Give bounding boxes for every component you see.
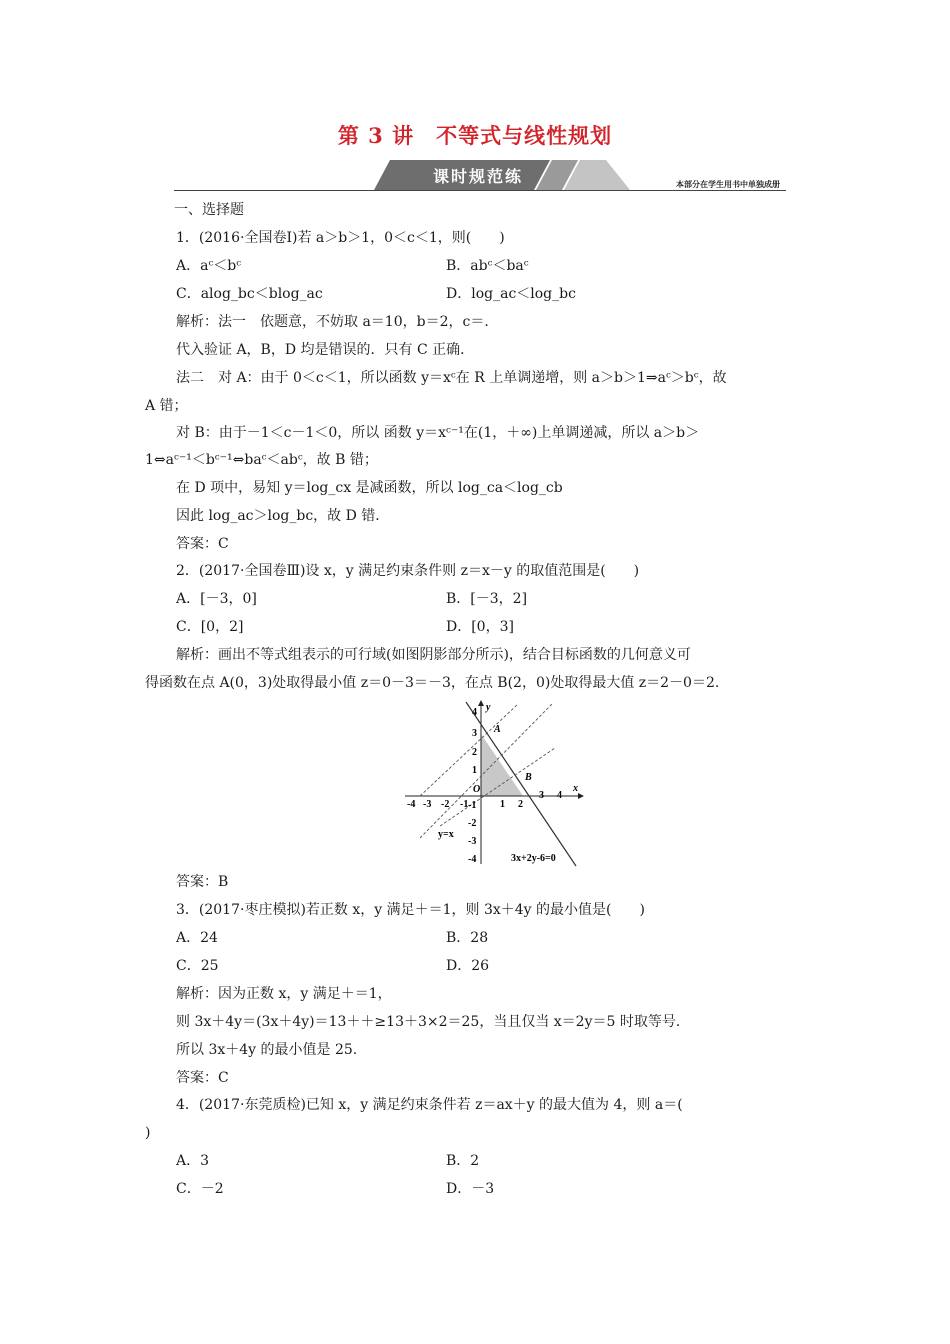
origin-label: O [473,784,481,795]
x-axis-label: x [573,783,578,794]
q2-solution-line: 解析：画出不等式组表示的可行域(如图阴影部分所示)，结合目标函数的几何意义可 [176,647,691,663]
x-tick-label: -4 [407,799,416,810]
q1-option-d: D．log_ac＜log_bc [446,286,576,302]
q2-solution-line: 得函数在点 A(0，3)处取得最小值 z＝0－3＝－3，在点 B(2，0)处取得最大值 z＝2－0＝2. [145,675,720,691]
q3-answer: 答案：C [176,1070,229,1086]
point-a-label: A [494,724,501,735]
y-tick-label: 4 [472,707,477,718]
q4-option-d: D．－3 [446,1181,495,1197]
q1-option-a: A．aᶜ＜bᶜ [176,258,242,274]
q1-solution-line: 对 B：由于－1＜c－1＜0，所以 函数 y＝xᶜ⁻¹在(1，＋∞)上单调递减，所以 a＞b＞ [176,425,700,441]
x-tick-label: -3 [423,799,432,810]
q1-solution-line: A 错； [145,398,188,414]
q4-option-a: A．3 [176,1153,210,1169]
q2-stem: 2．(2017·全国卷Ⅲ)设 x，y 满足约束条件则 z＝x－y 的取值范围是( ) [176,563,640,579]
y-tick-label: 1 [472,765,477,776]
x-tick-label: 1 [500,799,505,810]
header-rule [174,190,786,191]
q4-stem-continued: ) [145,1125,151,1141]
x-tick-label: -2 [441,799,450,810]
q4-option-b: B．2 [446,1153,480,1169]
q3-option-a: A．24 [176,930,218,946]
section-heading: 一、选择题 [174,202,244,218]
y-tick-label: 3 [472,728,477,739]
q1-option-b: B．abᶜ＜baᶜ [446,258,529,274]
q2-option-a: A．[－3，0] [176,591,257,607]
x-tick-label: 2 [518,799,523,810]
x-tick-label: 4 [557,790,562,801]
q2-option-b: B．[－3，2] [446,591,528,607]
q1-solution-line: 1⇔aᶜ⁻¹＜bᶜ⁻¹⇔baᶜ＜abᶜ，故 B 错； [145,452,378,468]
banner-note: 本部分在学生用书中单独成册 [676,179,780,189]
q1-solution-line: 解析：法一 依题意，不妨取 a＝10，b＝2，c＝. [176,314,489,330]
q3-solution-line: 解析：因为正数 x，y 满足＋＝1， [176,986,392,1002]
q1-solution-line: 法二 对 A：由于 0＜c＜1，所以函数 y＝xᶜ在 R 上单调递增，则 a＞b＞1⇒aᶜ＞bᶜ，故 [176,370,727,386]
q3-option-c: C．25 [176,958,219,974]
q1-stem: 1．(2016·全国卷Ⅰ)若 a＞b＞1，0＜c＜1，则( ) [176,230,505,246]
lecture-title: 第 3 讲 不等式与线性规划 [337,123,613,148]
q2-option-d: D．[0，3] [446,619,514,635]
x-tick-label: -1 [460,799,469,810]
y-tick-label: -3 [468,836,477,847]
q3-option-b: B．28 [446,930,489,946]
q2-option-c: C．[0，2] [176,619,244,635]
q4-stem: 4．(2017·东莞质检)已知 x，y 满足约束条件若 z＝ax＋y 的最大值为 4，则 a＝( [176,1097,683,1113]
x-axis-arrow [578,793,584,799]
banner-label: 课时规范练 [432,167,523,186]
q1-option-c: C．alog_bc＜blog_ac [176,286,323,302]
y-tick-label: -1 [468,800,477,811]
q4-option-c: C．－2 [176,1181,224,1197]
y-axis-arrow [478,700,484,706]
q1-solution-line: 在 D 项中，易知 y＝log_cx 是减函数，所以 log_ca＜log_cb [176,480,563,496]
q1-solution-line: 因此 log_ac＞log_bc，故 D 错． [176,508,390,524]
line-label-boundary: 3x+2y-6=0 [511,853,556,864]
q3-option-d: D．26 [446,958,490,974]
feasible-region [481,734,523,796]
q3-stem: 3．(2017·枣庄模拟)若正数 x，y 满足＋＝1，则 3x＋4y 的最小值是( ) [176,902,645,918]
q1-solution-line: 代入验证 A，B，D 均是错误的．只有 C 正确． [176,342,475,358]
line-label-y-equals-x: y=x [438,829,454,840]
y-tick-label: 2 [472,747,477,758]
y-tick-label: -4 [468,854,477,865]
q3-solution-line: 则 3x＋4y＝(3x＋4y)＝13＋＋≥13＋3×2＝25，当且仅当 x＝2y＝5 时取等号． [176,1014,690,1030]
feasible-region-figure [400,698,585,868]
q1-answer: 答案：C [176,536,229,552]
y-tick-label: -2 [468,818,477,829]
q3-solution-line: 所以 3x＋4y 的最小值是 25. [176,1042,358,1058]
y-axis-label: y [486,702,491,713]
x-tick-label: 3 [539,790,544,801]
q2-answer: 答案：B [176,874,229,890]
point-b-label: B [525,772,532,783]
